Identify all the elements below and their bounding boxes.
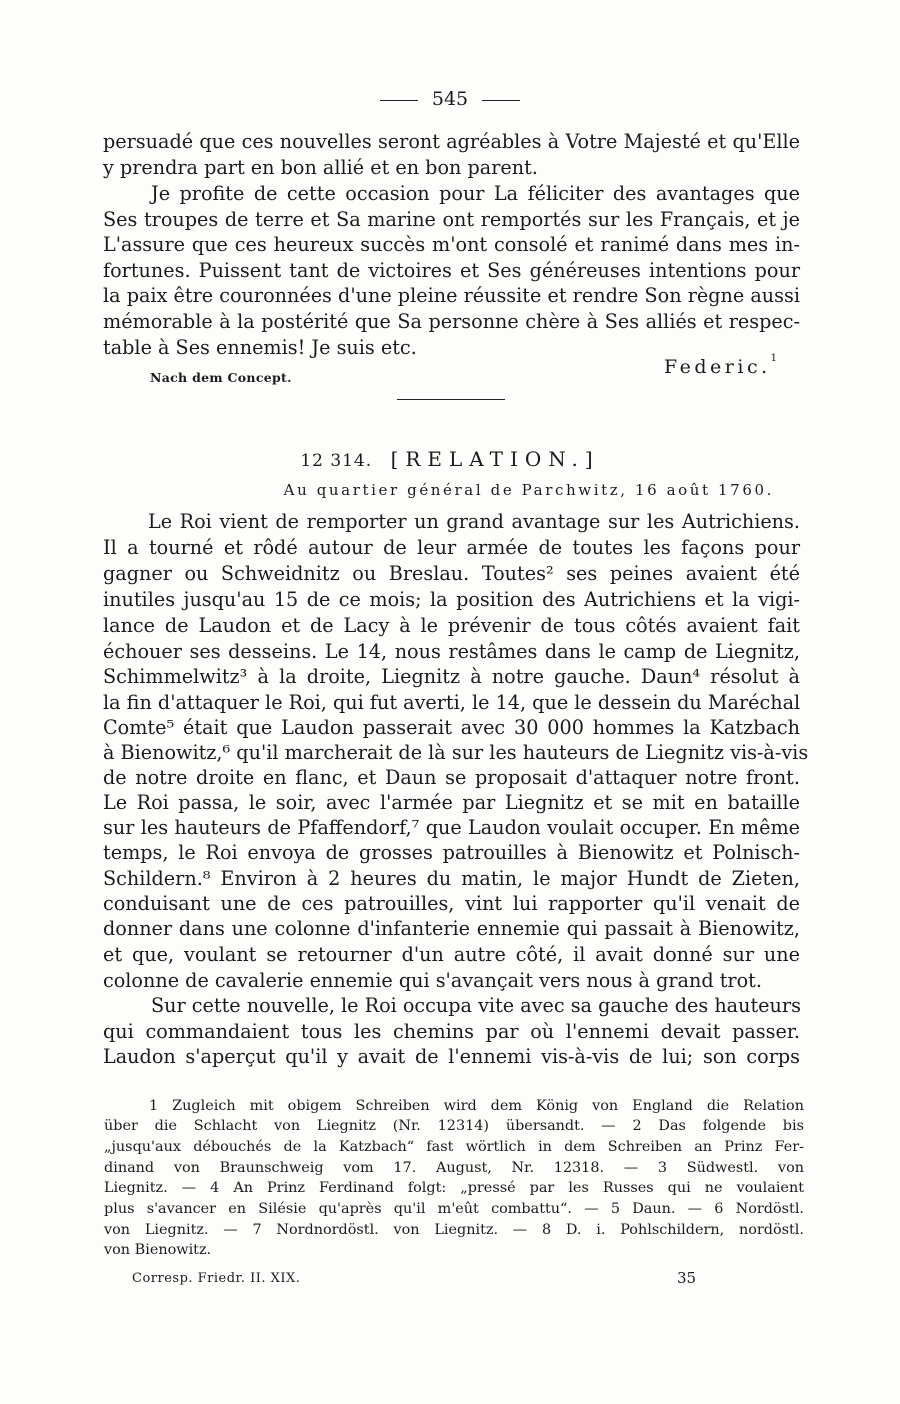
relation-line: Laudon s'aperçut qu'il y avait de l'ennemi vis-à-vis de lui; son corps xyxy=(103,1045,800,1068)
relation-line: Schildern.⁸ Environ à 2 heures du matin, le major Hundt de Zieten, xyxy=(103,867,800,890)
footnote-line: dinand von Braunschweig vom 17. August, Nr. 12318. — 3 Südwestl. von xyxy=(104,1160,804,1176)
section-divider xyxy=(397,399,505,400)
letter-line: Je profite de cette occasion pour La féliciter des avantages que xyxy=(151,182,800,205)
relation-line: inutiles jusqu'au 15 de ce mois; la position des Autrichiens et la vigi- xyxy=(103,588,800,611)
relation-line: échouer ses desseins. Le 14, nous restâmes dans le camp de Liegnitz, xyxy=(103,640,800,663)
relation-line: Il a tourné et rôdé autour de leur armée de toutes les façons pour xyxy=(103,536,800,559)
relation-line: Le Roi vient de remporter un grand avantage sur les Autrichiens. xyxy=(148,510,800,533)
document-number: 12 314. xyxy=(300,451,373,471)
relation-line: qui commandaient tous les chemins par où l'ennemi devait passer. xyxy=(103,1020,800,1043)
relation-line: sur les hauteurs de Pfaffendorf,⁷ que Laudon voulait occuper. En même xyxy=(103,816,800,839)
relation-line: à Bienowitz,⁶ qu'il marcherait de là sur les hauteurs de Liegnitz vis-à-vis xyxy=(103,741,809,764)
relation-line: temps, le Roi envoya de grosses patrouilles à Bienowitz et Polnisch- xyxy=(103,841,800,864)
footnote-line: „jusqu'aux débouchés de la Katzbach“ fast wörtlich in dem Schreiben an Prinz Fer- xyxy=(104,1139,804,1155)
relation-line: Comte⁵ était que Laudon passerait avec 30 000 hommes la Katzbach xyxy=(103,716,800,739)
footnote-line: plus s'avancer en Silésie qu'après qu'il m'eût combattu“. — 5 Daun. — 6 Nordöstl. xyxy=(104,1201,804,1217)
signature xyxy=(664,353,778,378)
relation-line: la fin d'attaquer le Roi, qui fut averti, le 14, que le dessein du Maréchal xyxy=(103,691,801,714)
header-rule-left xyxy=(380,100,418,101)
document-heading xyxy=(0,447,900,471)
relation-line: de notre droite en flanc, et Daun se proposait d'attaquer notre front. xyxy=(103,766,800,789)
header-rule-right xyxy=(482,100,520,101)
footnote-line: von Liegnitz. — 7 Nordnordöstl. von Liegnitz. — 8 D. i. Pohlschildern, nordöstl. xyxy=(104,1222,804,1238)
letter-line: mémorable à la postérité que Sa personne chère à Ses alliés et respec- xyxy=(103,310,800,333)
letter-line: Ses troupes de terre et Sa marine ont remportés sur les Français, et je xyxy=(103,208,800,231)
relation-line: Sur cette nouvelle, le Roi occupa vite avec sa gauche des hauteurs xyxy=(151,994,801,1017)
signature-footnote-mark: 1 xyxy=(770,353,778,364)
source-note: Nach dem Concept. xyxy=(150,370,292,385)
relation-line: gagner ou Schweidnitz ou Breslau. Toutes² ses peines avaient été xyxy=(103,562,800,585)
sheet-number: 35 xyxy=(677,1269,697,1287)
footnote-line: von Bienowitz. xyxy=(104,1242,212,1258)
footnote-line: 1 Zugleich mit obigem Schreiben wird dem König von England die Relation xyxy=(149,1098,804,1114)
relation-line: et que, voulant se retourner d'un autre côté, il avait donné sur une xyxy=(103,943,800,966)
relation-line: conduisant une de ces patrouilles, vint lui rapporter qu'il venait de xyxy=(103,892,800,915)
relation-line: Le Roi passa, le soir, avec l'armée par Liegnitz et se mit en bataille xyxy=(103,791,800,814)
letter-line: table à Ses ennemis! Je suis etc. xyxy=(103,336,417,359)
signature-text: Federic. xyxy=(664,356,771,378)
page-number: 545 xyxy=(431,88,469,110)
relation-line: colonne de cavalerie ennemie qui s'avançait vers nous à grand trot. xyxy=(103,969,762,992)
dateline: Au quartier général de Parchwitz, 16 août 1760. xyxy=(283,481,774,499)
letter-line: persuadé que ces nouvelles seront agréables à Votre Majesté et qu'Elle xyxy=(103,130,800,153)
letter-line: L'assure que ces heureux succès m'ont consolé et ranimé dans mes in- xyxy=(103,233,800,256)
relation-line: lance de Laudon et de Lacy à le prévenir de tous côtés avaient fait xyxy=(103,614,800,637)
document-title: [RELATION.] xyxy=(390,447,600,471)
footnote-line: über die Schlacht von Liegnitz (Nr. 12314) übersandt. — 2 Das folgende bis xyxy=(104,1118,804,1134)
footnote-line: Liegnitz. — 4 An Prinz Ferdinand folgt: „pressé par les Russes qui ne voulaient xyxy=(104,1180,804,1196)
letter-line: la paix être couronnées d'une pleine réussite et rendre Son règne aussi xyxy=(103,284,800,307)
volume-signature: Corresp. Friedr. II. XIX. xyxy=(132,1271,301,1286)
letter-line: y prendra part en bon allié et en bon parent. xyxy=(103,156,538,179)
relation-line: Schimmelwitz³ à la droite, Liegnitz à notre gauche. Daun⁴ résolut à xyxy=(103,665,800,688)
relation-line: donner dans une colonne d'infanterie ennemie qui passait à Bienowitz, xyxy=(103,917,800,940)
letter-line: fortunes. Puissent tant de victoires et Ses généreuses intentions pour xyxy=(103,259,800,282)
page-header xyxy=(0,88,900,110)
